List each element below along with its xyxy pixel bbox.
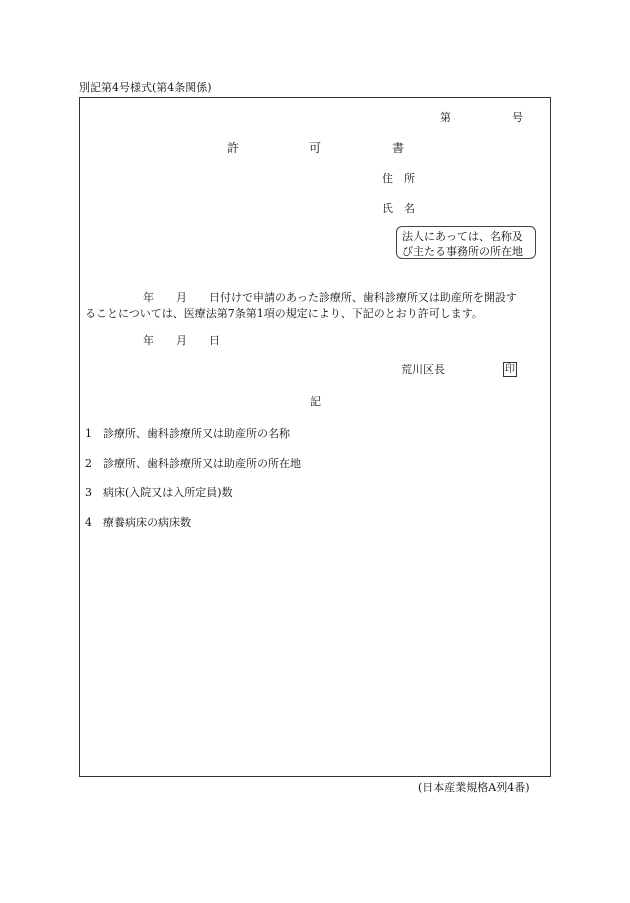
list-item: 4 療養病床の病床数: [85, 516, 191, 529]
seal-mark: 印: [505, 364, 515, 375]
corporation-note-line-2: び主たる事務所の所在地: [402, 245, 523, 258]
corporation-note-line-1: 法人にあっては、名称及: [402, 230, 523, 243]
issue-date: 年 月 日: [143, 334, 220, 347]
list-item: 3 病床(入院又は入所定員)数: [85, 486, 233, 499]
address-label: 住 所: [382, 172, 415, 185]
issuer-name: 荒川区長: [401, 363, 445, 376]
corporation-note: [396, 226, 536, 259]
list-item: 1 診療所、歯科診療所又は助産所の名称: [85, 427, 290, 440]
title-char-1: 許: [227, 141, 240, 155]
title-char-2: 可: [309, 141, 322, 155]
body-text: [85, 290, 547, 322]
list-item: 2 診療所、歯科診療所又は助産所の所在地: [85, 457, 301, 470]
body-line-2: ることについては、医療法第7条第1項の規定により、下記のとおり許可します。: [85, 307, 483, 320]
doc-number-suffix: 号: [512, 111, 523, 124]
title-char-3: 書: [392, 141, 405, 155]
name-label: 氏 名: [382, 202, 415, 215]
doc-number-prefix: 第: [440, 111, 451, 124]
paper-size-note: (日本産業規格A列4番): [418, 781, 530, 794]
body-line-1: 年 月 日付けで申請のあった診療所、歯科診療所又は助産所を開設す: [143, 291, 517, 304]
form-caption: 別記第4号様式(第4条関係): [79, 81, 212, 94]
ki-heading: 記: [310, 395, 321, 408]
